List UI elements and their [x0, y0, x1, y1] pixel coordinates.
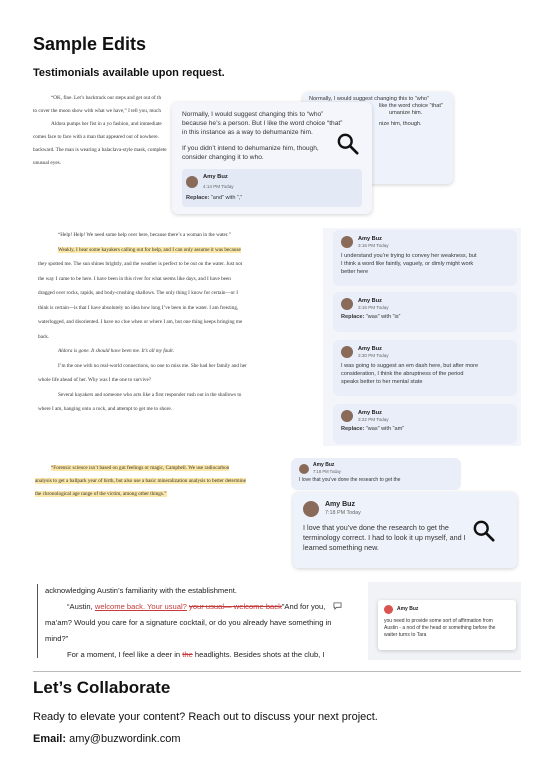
doc-line: “OK, fine. Let’s backtrack our steps and get out of th [51, 95, 162, 101]
revision-bar [37, 584, 38, 658]
avatar [186, 176, 198, 188]
comment-text: waiter turns to Tara [384, 632, 427, 638]
comment-author: Amy Buz [358, 236, 382, 242]
avatar [299, 464, 309, 474]
comment-text: umanize him. [389, 110, 423, 116]
doc-line: comes face to face with a man that appeared out of nowhere. [33, 134, 159, 140]
page-subtitle: Testimonials available upon request. [33, 67, 225, 79]
doc-line: where I am, hanging onto a rock, and attempt to get me to shore. [38, 406, 172, 412]
doc-line-tracked: “Austin, welcome back. Your usual? your usual— welcome back”And for you, [67, 602, 326, 611]
comment-text: better here [341, 269, 369, 275]
replace-label: Replace: [341, 314, 365, 320]
doc-line: they spotted me. The sun shines brightly, and the weather is perfect to be out on the water. Just not [38, 261, 243, 267]
sample-edit-4 [33, 582, 521, 660]
comment-card [333, 292, 517, 332]
replace-label: Replace: [341, 426, 365, 432]
tracked-deletion: the [182, 650, 193, 659]
comment-author: Amy Buz [203, 174, 228, 180]
section-title: Let’s Collaborate [33, 678, 171, 697]
email-link[interactable]: amy@buzwordink.com [69, 733, 181, 745]
avatar [341, 236, 353, 248]
avatar [341, 298, 353, 310]
doc-line: Several kayakers and someone who acts like a first responder rush out in the shallows to [58, 391, 242, 398]
doc-line: mind?” [45, 634, 69, 643]
comment-text: Normally, I would suggest changing this to “who” [309, 96, 429, 102]
avatar [384, 605, 393, 614]
comment-time: 3:16 PM Today [358, 243, 389, 248]
doc-line: backward. The man is wearing a balaclava-style mask, complete [33, 147, 167, 153]
doc-line: unusual eyes. [33, 160, 61, 166]
comment-time: 3:22 PM Today [358, 417, 389, 422]
divider [33, 671, 521, 672]
magnifier-icon [337, 133, 359, 155]
avatar [303, 501, 319, 517]
comment-text: in this instance as a way to dehumanize him. [182, 129, 313, 136]
comment-author: Amy Buz [397, 606, 419, 612]
email-label: Email: [33, 733, 67, 745]
email-line [33, 733, 181, 745]
sample-edit-3 [33, 458, 521, 570]
tracked-deletion: your usual— welcome back [189, 602, 282, 611]
doc-line: the way I came to be here. I have been in this river for what seems like days, and I have been [38, 275, 231, 282]
magnifier-icon [473, 520, 495, 542]
doc-line: waterlogged, and disoriented. I have no clue when or where I am, but one thing keeps bringing me [38, 319, 243, 325]
avatar [341, 410, 353, 422]
doc-line: acknowledging Austin’s familiarity with the establishment. [45, 586, 237, 595]
comment-text: I love that you’ve done the research to get the [299, 477, 401, 483]
comment-author: Amy Buz [358, 346, 382, 352]
sample-edit-1 [33, 92, 455, 216]
comment-time: 3:16 PM Today [358, 305, 389, 310]
comment-time: 7:18 PM Today [325, 510, 361, 516]
comment-text: nize him, though. [379, 121, 422, 127]
comment-time: 3:30 PM Today [358, 353, 389, 358]
comment-time: 7:18 PM Today [313, 468, 341, 474]
comment-icon[interactable] [333, 602, 342, 610]
contact-text: Ready to elevate your content? Reach out to discuss your next project. [33, 711, 378, 723]
doc-line: ma’am? Would you care for a signature cocktail, or do you already have something in [45, 618, 332, 627]
comment-author: Amy Buz [358, 298, 382, 304]
comment-author: Amy Buz [313, 462, 335, 468]
doc-line-tracked: For a moment, I feel like a deer in the headlights. Besides shots at the club, I [67, 650, 325, 659]
comment-text: I love that you’ve done the research to get the [303, 523, 449, 532]
doc-line: think is certain—is that I have absolutely no idea how long I’ve been in the water. I am freezing, [38, 304, 239, 311]
comment-author: Amy Buz [358, 410, 382, 416]
doc-line: Aldora pumps her fist in a yo fashion, and immediate [51, 121, 162, 127]
avatar [341, 346, 353, 358]
page-title: Sample Edits [33, 34, 147, 54]
replace-label: Replace: [186, 195, 210, 201]
comment-text: learned something new. [303, 543, 379, 552]
comment-text: consideration, I think the abruptness of the period [341, 371, 464, 377]
tracked-insertion: welcome back. Your usual? [94, 602, 187, 611]
comment-text: Normally, I would suggest changing this to “who” [182, 111, 324, 118]
doc-line: whole life ahead of her. Why was I the one to survive? [38, 377, 152, 383]
doc-line: to cover the moon show with what we have,” I tell you, much [33, 108, 161, 114]
sample3-document [35, 462, 265, 501]
comment-card [333, 230, 517, 286]
doc-line: dragged over rocks, rapids, and body-crushing shallows. The only thing I know for certain—or I [38, 290, 239, 296]
doc-line: “Forensic science isn’t based on gut feelings or magic, Campbell. We use radiocarbon [51, 465, 230, 471]
replace-value: “was” with “is” [365, 314, 401, 320]
comment-time: 4:14 PM Today [203, 184, 234, 189]
doc-line: analysis to get a ballpark year of birth, but also use a basic mineralization analysis to better determine [35, 478, 246, 484]
doc-line: Aldora is gone. It should have been me. It’s all my fault. [58, 348, 175, 354]
comment-card [378, 600, 516, 650]
comment-panel [368, 582, 521, 660]
comment-card-back [291, 458, 461, 490]
comment-reply [182, 169, 362, 207]
comment-text: like the word choice “that” [379, 103, 443, 109]
comment-card [333, 404, 517, 444]
comment-text: consider changing it to who. [182, 154, 264, 161]
comment-text: you need to provide some sort of affirmation from [384, 618, 493, 624]
doc-line: “Help! Help! We need some help over here, because there’s a woman in the water.” [58, 232, 231, 238]
sample1-document [33, 92, 193, 170]
comment-text: I understand you’re trying to convey her weakness, but [341, 253, 477, 259]
comment-text: Austin - a nod of the head or something before the [384, 625, 496, 631]
comment-panel [323, 228, 521, 446]
replace-value: “and” with “,” [210, 195, 243, 201]
comment-author: Amy Buz [325, 501, 355, 508]
sample-edit-2 [33, 228, 521, 446]
comment-text: terminology correct. I had to look it up myself, and I [303, 533, 466, 542]
replace-value: “was” with “am” [365, 426, 405, 432]
comment-text: I was going to suggest an em dash here, but after more [341, 363, 479, 369]
doc-line: the chronological age range of the victim, among other things.” [35, 491, 167, 497]
doc-line: Weakly, I hear some kayakers calling out for help, and I can only assume it was because [58, 246, 241, 253]
comment-text: I think a word like faintly, vaguely, or dimly might work [341, 261, 474, 267]
comment-text: speaks better to her mental state [341, 379, 423, 385]
sample2-document [38, 228, 283, 417]
comment-card-front [172, 102, 372, 214]
doc-line: back. [38, 333, 50, 340]
comment-text: If you didn’t intend to dehumanize him, though, [182, 145, 319, 152]
comment-text: because he’s a person. But I like the word choice “that” [182, 120, 343, 127]
comment-card [333, 340, 517, 396]
doc-line: I’m the one with no real-world connections, no one to miss me. She had her family and her [58, 362, 247, 369]
